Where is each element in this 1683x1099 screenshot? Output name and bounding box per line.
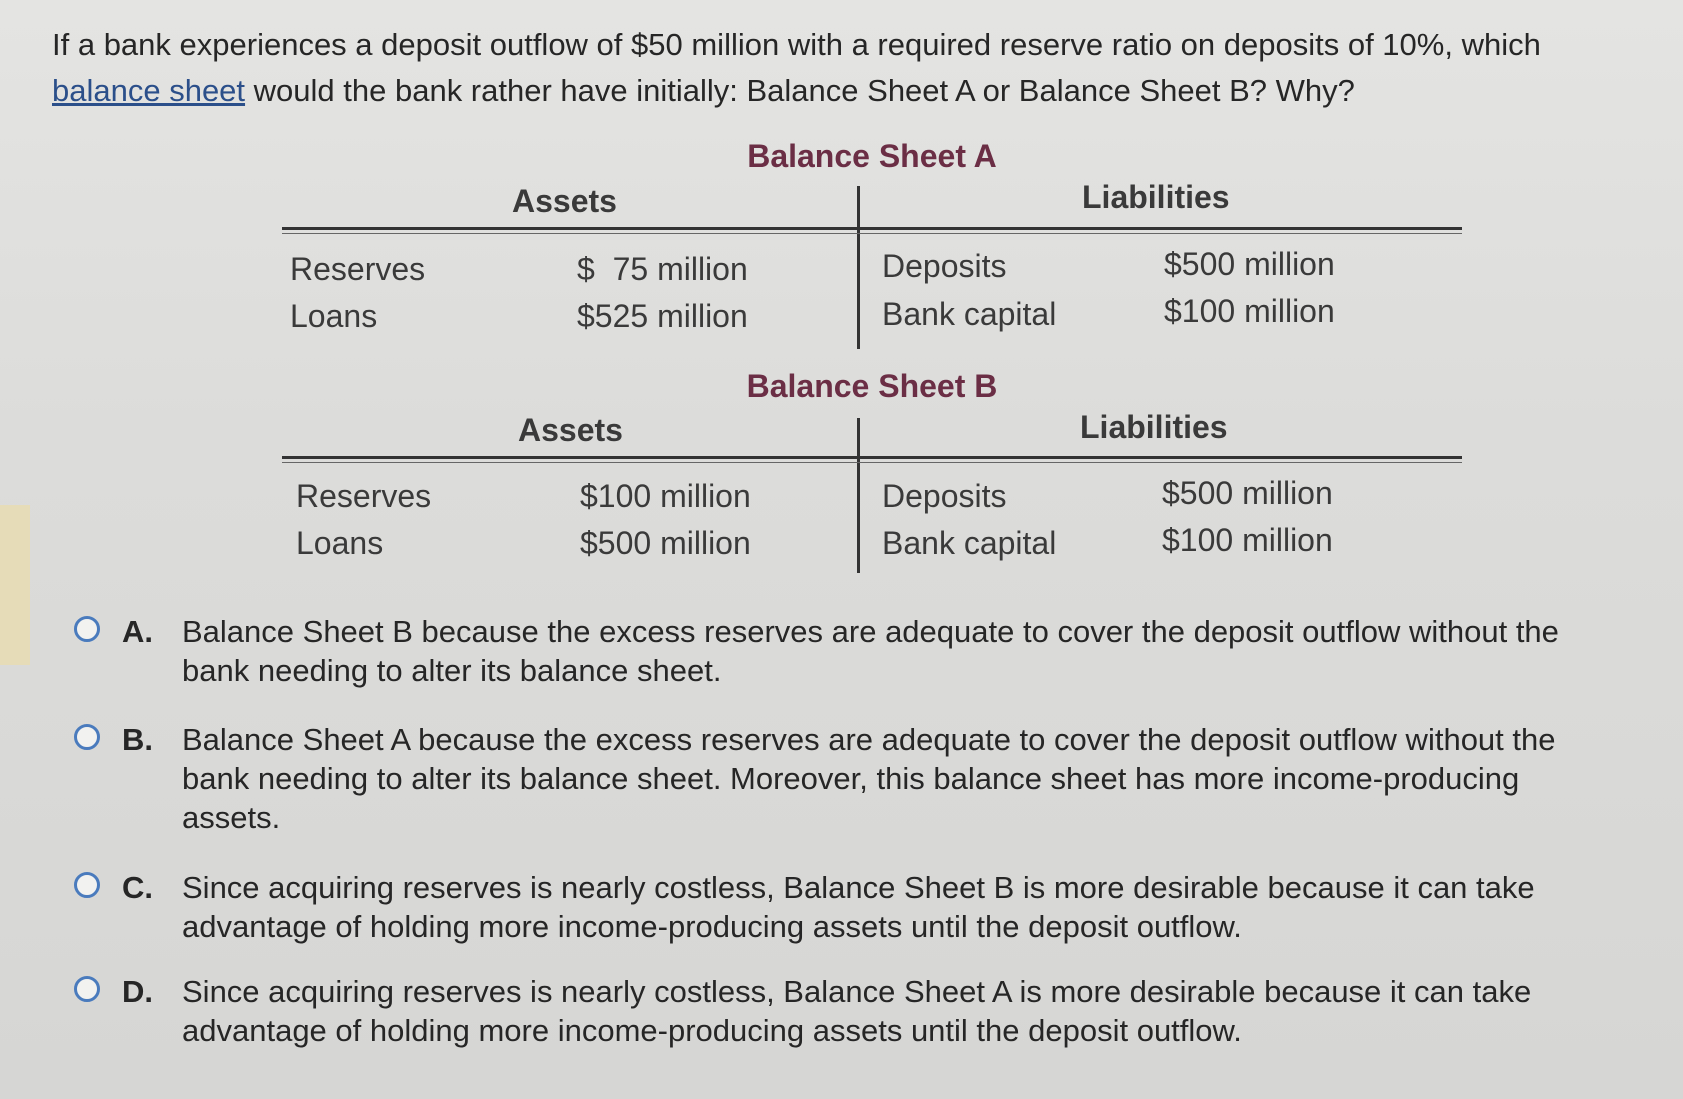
- balance-sheet-a: [282, 138, 1462, 348]
- sheet-a-rule: [282, 227, 1462, 234]
- option-text: Since acquiring reserves is nearly costless, Balance Sheet A is more desirable because it can take advantage of holding more income-producing assets until the deposit outflow.: [182, 974, 1532, 1048]
- sheet-b-liability-value: $500 million: [1162, 475, 1333, 511]
- sheet-a-liability-label: Bank capital: [882, 296, 1057, 332]
- sheet-b-asset-label: Reserves: [296, 478, 432, 514]
- sheet-a-asset-label: Reserves: [290, 251, 426, 287]
- sheet-b-rule: [282, 456, 1462, 463]
- sheet-a-assets-header: Assets: [512, 183, 617, 219]
- option-text: Balance Sheet A because the excess reserves are adequate to cover the deposit outflow without the bank needing to alter its balance sheet. Moreover, this balance sheet has more income-producing assets.: [182, 722, 1556, 835]
- sheet-b-title: Balance Sheet B: [746, 368, 998, 404]
- sheet-a-asset-label: Loans: [290, 298, 378, 334]
- sheet-a-liability-value: $500 million: [1164, 246, 1335, 282]
- radio-button[interactable]: [74, 872, 100, 898]
- radio-button[interactable]: [74, 616, 100, 642]
- sheet-a-liabilities-header: Liabilities: [1082, 179, 1230, 215]
- option-letter: A.: [122, 614, 153, 649]
- sheet-b-liability-label: Deposits: [882, 478, 1007, 514]
- balance-sheet-b: [282, 368, 1462, 573]
- balance-sheet-link[interactable]: balance sheet: [52, 73, 246, 108]
- sheet-b-asset-value: $100 million: [580, 478, 751, 514]
- sheet-b-asset-label: Loans: [296, 525, 384, 561]
- sheet-a-liability-label: Deposits: [882, 248, 1007, 284]
- question-text: [52, 22, 1652, 114]
- option-letter: C.: [122, 870, 153, 905]
- sheet-b-asset-value: $500 million: [580, 525, 751, 561]
- option-letter: D.: [122, 974, 153, 1009]
- side-tab: [0, 505, 30, 665]
- option-letter: B.: [122, 722, 153, 757]
- sheet-a-title: Balance Sheet A: [747, 138, 997, 174]
- sheet-b-liabilities-header: Liabilities: [1080, 409, 1228, 445]
- option-text: Balance Sheet B because the excess reserves are adequate to cover the deposit outflow without the bank needing to alter its balance sheet.: [182, 614, 1559, 688]
- sheet-b-liability-label: Bank capital: [882, 525, 1057, 561]
- option-text: Since acquiring reserves is nearly costless, Balance Sheet B is more desirable because it can take advantage of holding more income-producing assets until the deposit outflow.: [182, 870, 1535, 944]
- sheet-a-asset-value: $525 million: [577, 298, 748, 334]
- sheet-b-assets-header: Assets: [518, 412, 623, 448]
- question-text-end: would the bank rather have initially: Balance Sheet A or Balance Sheet B? Why?: [245, 73, 1355, 108]
- sheet-a-liability-value: $100 million: [1164, 293, 1335, 329]
- sheet-b-divider: [857, 418, 860, 573]
- radio-button[interactable]: [74, 724, 100, 750]
- sheet-a-divider: [857, 186, 860, 349]
- sheet-b-liability-value: $100 million: [1162, 522, 1333, 558]
- question-text-start: If a bank experiences a deposit outflow of $50 million with a required reserve ratio on deposits of 10%, which: [52, 27, 1541, 62]
- sheet-a-asset-value: $ 75 million: [577, 251, 748, 287]
- radio-button[interactable]: [74, 976, 100, 1002]
